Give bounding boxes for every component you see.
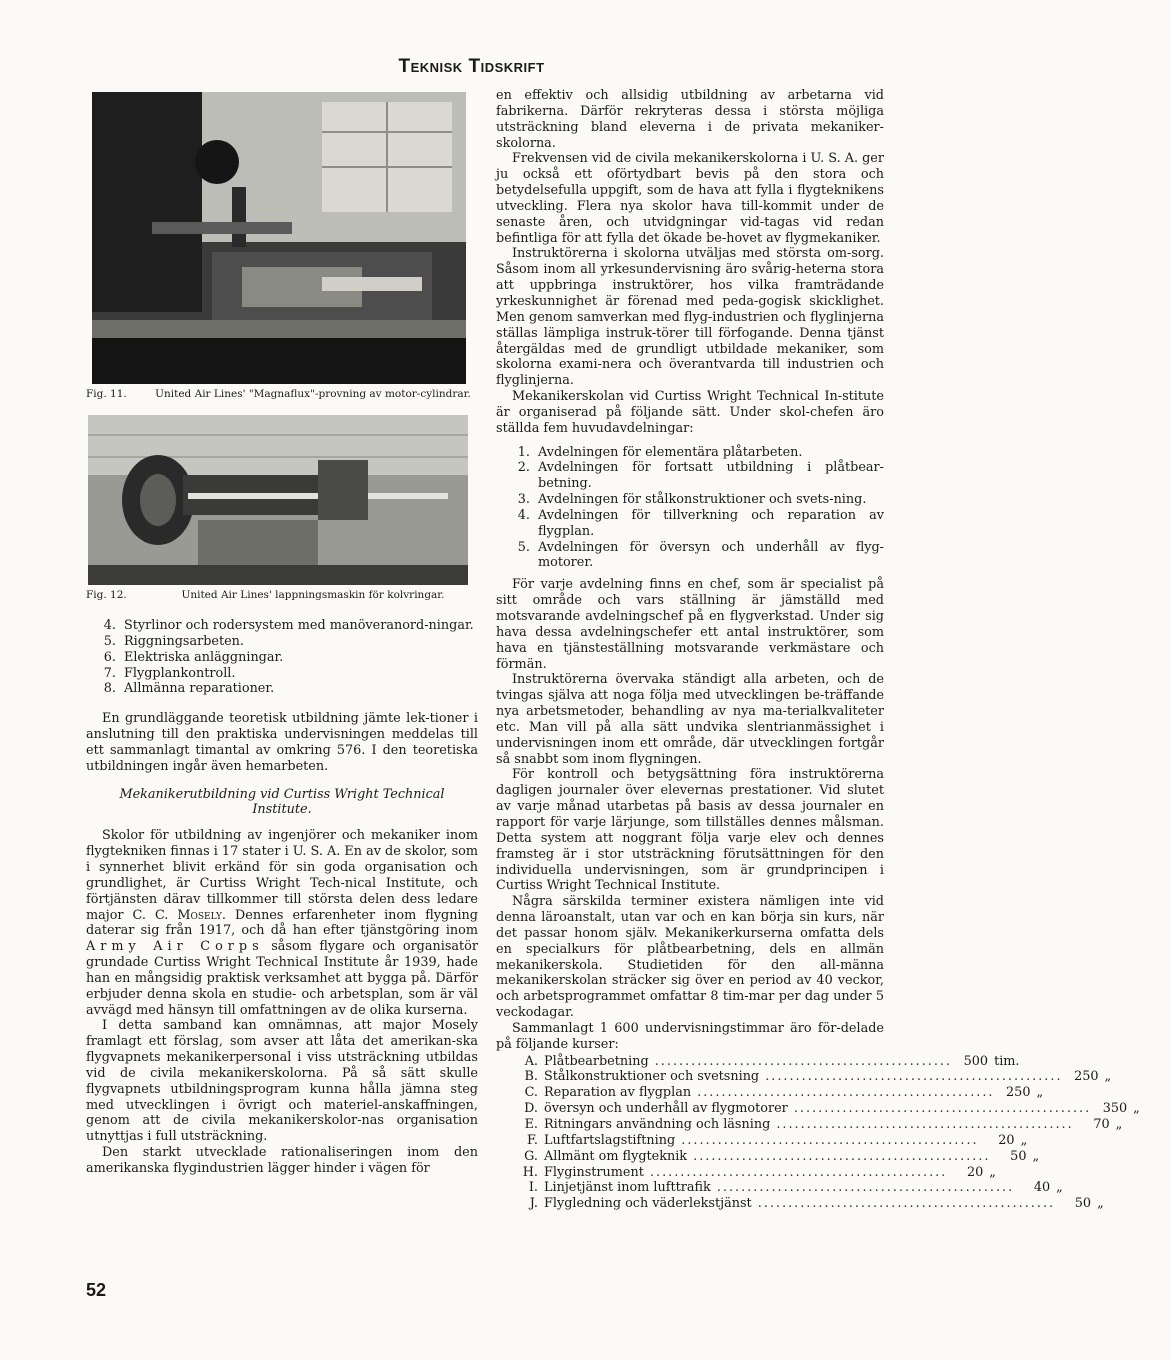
list-text: Styrlinor och rodersystem med manöveranord-ningar. — [124, 618, 474, 633]
left-column — [86, 92, 478, 1177]
figure-11-text: United Air Lines' "Magnaflux"-provning av motor-cylindrar. — [155, 388, 471, 400]
section-subheading: Mekanikerutbildning vid Curtiss Wright Technical Institute. — [119, 786, 445, 818]
army-air-corps: Army Air Corps — [86, 939, 264, 955]
table-row: C. Reparation av flygplan ................................................. 250 „ — [496, 1085, 884, 1101]
list-number: 8. — [103, 681, 116, 697]
course-unit: „ — [1056, 1180, 1063, 1196]
course-hours-table — [496, 1053, 1140, 1212]
course-hours: 50 — [1010, 1148, 1027, 1164]
list-item — [86, 650, 478, 666]
course-hours: 70 — [1093, 1117, 1110, 1132]
course-name: Allmänt om flygteknik — [544, 1148, 688, 1164]
page-number: 52 — [86, 1280, 107, 1300]
left-paragraph-3: I detta samband kan omnämnas, att major Mosely framlagt ett förslag, som avser att låta det amerikan-ska flygvapnets mekanikerpersonal i viss utsträckning utbildas vid de civila mekanikerskolorna. På så sätt skulle flygvapnets utbildningsprogram kunna hålla jämna steg med utvecklingen i övrigt och materiel-anskaffningen, genom att de civila mekanikerskolor-nas organisation utnyttjas i full utsträckning. — [86, 1018, 478, 1145]
left-paragraph-2 — [86, 828, 478, 1018]
course-letter: F. — [527, 1132, 538, 1148]
list-item — [86, 618, 478, 634]
course-unit: „ — [1097, 1196, 1104, 1212]
course-unit: „ — [1032, 1148, 1040, 1164]
course-hours: 20 — [998, 1132, 1015, 1148]
course-unit: „ — [1133, 1101, 1140, 1117]
course-letter: I. — [528, 1180, 538, 1196]
course-hours: 250 — [1006, 1085, 1031, 1101]
table-row: J. Flygledning och väderlekstjänst ................................................. 50 „ — [496, 1196, 884, 1212]
left-paragraph-2-part-c: såsom flygare och organisatör grundade Curtiss Wright Technical Institute år 1939, hade han en mångsidig praktisk verksamhet att bygga på. Därför erbjuder denna skola en studie- och arbetsplan, som är väl avvägd med hänsyn till omfattningen av de olika kurserna. — [86, 939, 478, 1018]
right-column — [496, 88, 1140, 1212]
list-number: 5. — [103, 633, 116, 649]
table-row: G. Allmänt om flygteknik ................................................. 50 „ — [496, 1149, 884, 1165]
figure-12-label: Fig. 12. — [86, 589, 127, 601]
course-unit: „ — [1036, 1085, 1044, 1101]
table-row: E. Ritningars användning och läsning ................................................. 70 „ — [496, 1117, 884, 1133]
course-unit: tim. — [994, 1053, 1020, 1069]
course-name: Stålkonstruktioner och svetsning — [544, 1069, 760, 1085]
course-unit: „ — [1020, 1132, 1028, 1148]
course-name: Plåtbearbetning — [544, 1053, 649, 1069]
right-paragraph-1: en effektiv och allsidig utbildning av arbetarna vid fabrikerna. Därför rekryteras dessa i största möjliga utsträckning bland eleverna i de privata mekaniker-skolorna. — [496, 88, 884, 151]
figure-11-caption — [86, 388, 478, 401]
running-head: Teknisk Tidskrift — [398, 56, 545, 77]
course-name: översyn och underhåll av flygmotorer — [544, 1101, 788, 1117]
course-name: Linjetjänst inom lufttrafik — [544, 1180, 711, 1196]
list-item — [496, 492, 884, 508]
list-text: Avdelningen för elementära plåtarbeten. — [538, 444, 803, 460]
right-numbered-list — [496, 445, 884, 572]
list-number: 5. — [517, 539, 530, 555]
list-item — [86, 681, 478, 697]
list-text: Avdelningen för tillverkning och reparation av flygplan. — [538, 507, 884, 539]
course-name: Luftfartslagstiftning — [544, 1132, 676, 1148]
course-name: Ritningars användning och läsning — [544, 1117, 771, 1132]
list-text: Avdelningen för fortsatt utbildning i plåtbear-betning. — [538, 460, 884, 492]
right-paragraph-3: Instruktörerna i skolorna utväljas med största om-sorg. Såsom inom all yrkesundervisning äro svårig-heterna stora att uppbringa instruktörer, hos vilka framträdande yrkeskunnighet är förenad med peda-gogisk skicklighet. Men genom samverkan med flyg-industrien och flyglinjerna ställas lämpliga instruk-törer till förfogande. Denna tjänst återgäldas med de grundligt utbildade mekaniker, som skolorna exami-nera och överantvarda till industrien och flyglinjerna. — [496, 246, 884, 389]
course-hours: 20 — [966, 1164, 984, 1180]
left-numbered-list — [86, 618, 478, 697]
list-number: 7. — [103, 665, 116, 681]
left-paragraph-1: En grundläggande teoretisk utbildning jämte lek-tioner i anslutning till den praktiska undervisningen meddelas till ett sammanlagt timantal av omkring 576. I den teoretiska utbildningen ingår även hemarbeten. — [86, 711, 478, 774]
course-name: Flyginstrument — [544, 1164, 644, 1180]
course-letter: A. — [524, 1053, 538, 1069]
right-paragraph-8: Några särskilda terminer existera nämligen inte vid denna läroanstalt, utan var och en kan börja sin kurs, när det passar honom själv. Mekanikerkurserna omfatta dels en specialkurs för plåtbearbetning, dels en allmän mekanikerskola. Studietiden för den all-männa mekanikerskolan sträcker sig över en period av 40 veckor, och arbetsprogrammet omfattar 8 tim-mar per dag under 5 veckodagar. — [496, 894, 884, 1021]
list-item — [496, 445, 884, 461]
right-paragraph-7: För kontroll och betygsättning föra instruktörerna dagligen journaler över elevernas prestationer. Vid slutet av varje månad utarbetas på basis av dessa journaler en rapport för varje lärjunge, som tillställes dennes målsman. Detta system att noggrant följa varje elev och dennes framsteg är i stor utsträckning förutsättningen för den individuella undervisningen, som är grundprincipen i Curtiss Wright Technical Institute. — [496, 767, 884, 894]
list-number: 6. — [103, 649, 116, 665]
table-row: B. Stålkonstruktioner och svetsning ................................................. 250 „ — [496, 1069, 884, 1085]
course-unit: „ — [1115, 1117, 1123, 1132]
list-item — [496, 460, 884, 492]
table-row: I. Linjetjänst inom lufttrafik ................................................. 40 „ — [496, 1180, 884, 1196]
course-hours: 250 — [1074, 1069, 1099, 1085]
list-number: 4. — [517, 507, 530, 523]
right-paragraph-5: För varje avdelning finns en chef, som är specialist på sitt område och vars ställning är jämställd med motsvarande avdelningschef på en flygverkstad. Under sig hava dessa avdelningschefer ett antal instruktörer, som hava en tjänsteställning motsvarande verkmästare och förmän. — [496, 577, 884, 672]
magnaflux-photo — [92, 92, 466, 384]
table-row: H. Flyginstrument ................................................. 20 „ — [496, 1165, 884, 1181]
list-text: Riggningsarbeten. — [124, 633, 244, 649]
list-text: Allmänna reparationer. — [124, 681, 275, 697]
lapping-machine-photo — [88, 415, 468, 585]
list-number: 3. — [517, 492, 530, 508]
course-letter: G. — [524, 1148, 538, 1164]
course-hours: 500 — [963, 1053, 989, 1069]
list-item — [86, 666, 478, 682]
table-row: D. översyn och underhåll av flygmotorer ................................................. 350 „ — [496, 1101, 884, 1117]
course-hours: 40 — [1033, 1180, 1051, 1196]
course-letter: D. — [524, 1101, 538, 1117]
left-paragraph-2-part-b: . Dennes erfarenheter inom flygning daterar sig från 1917, och då han efter tjänstgöring inom — [86, 907, 478, 939]
right-paragraph-4: Mekanikerskolan vid Curtiss Wright Technical In-stitute är organiserad på följande sätt. Under skol-chefen äro ställda fem huvudavdelningar: — [496, 389, 884, 436]
list-number: 1. — [517, 444, 530, 460]
list-text: Elektriska anläggningar. — [124, 649, 284, 665]
figure-12-text: United Air Lines' lappningsmaskin för kolvringar. — [181, 589, 445, 601]
course-hours: 50 — [1074, 1196, 1092, 1212]
right-paragraph-6: Instruktörerna övervaka ständigt alla arbeten, och de tvingas själva att noga följa med utvecklingen be-träffande nya arbetsmetoder, behandling av nya ma-terialkvaliteter etc. Man vill på alla sätt undvika slentrianmässighet i undervisningen inom ett område, där utvecklingen fortgår så snabbt som inom flygningen. — [496, 672, 884, 767]
figure-12 — [86, 415, 478, 602]
left-paragraph-2-part-a: Skolor för utbildning av ingenjörer och mekaniker inom flygtekniken finnas i 17 stater i U. S. A. En av de skolor, som i synnerhet blivit erkänd för sin goda organisation och grundlighet, är Curtiss Wright Tech-nical Institute, och förtjänsten därav tillkommer till största delen dess ledare major C. C. — [86, 828, 478, 923]
course-hours: 350 — [1102, 1101, 1128, 1117]
course-letter: C. — [524, 1085, 538, 1101]
list-item — [86, 634, 478, 650]
figure-12-caption — [86, 589, 478, 602]
lapping-machine-illustration — [88, 415, 468, 585]
course-letter: H. — [522, 1164, 538, 1180]
person-name-mosely: Mosely — [177, 907, 222, 923]
list-number: 2. — [517, 460, 530, 476]
course-unit: „ — [1104, 1069, 1112, 1085]
course-unit: „ — [989, 1164, 996, 1180]
list-text: Avdelningen för stålkonstruktioner och svets-ning. — [538, 492, 867, 508]
course-letter: J. — [529, 1196, 538, 1212]
course-name: Flygledning och väderlekstjänst — [544, 1196, 752, 1212]
magnaflux-illustration — [92, 92, 466, 384]
table-row: A. Plåtbearbetning ................................................. 500 tim. — [496, 1054, 884, 1070]
list-number: 4. — [103, 618, 116, 633]
figure-11-label: Fig. 11. — [86, 388, 127, 400]
list-item — [496, 540, 884, 572]
course-letter: B. — [524, 1069, 538, 1085]
left-paragraph-4: Den starkt utvecklade rationaliseringen inom den amerikanska flygindustrien lägger hinder i vägen för — [86, 1145, 478, 1176]
figure-11 — [86, 92, 478, 401]
course-name: Reparation av flygplan — [544, 1085, 692, 1101]
list-text: Avdelningen för översyn och underhåll av flyg-motorer. — [538, 539, 884, 571]
table-row: F. Luftfartslagstiftning ................................................. 20 „ — [496, 1133, 884, 1149]
list-text: Flygplankontroll. — [124, 665, 236, 681]
list-item — [496, 508, 884, 540]
right-paragraph-9: Sammanlagt 1 600 undervisningstimmar äro för-delade på följande kurser: — [496, 1020, 884, 1052]
course-letter: E. — [524, 1117, 538, 1132]
right-paragraph-2: Frekvensen vid de civila mekanikerskolorna i U. S. A. ger ju också ett oförtydbart bevis på den stora och betydelsefulla uppgift, som de hava att fylla i flygteknikens utveckling. Flera nya skolor hava till-kommit under de senaste åren, och utvidgningar vid-tagas vid redan befintliga för att fylla det ökade be-hovet av flygmekaniker. — [496, 151, 884, 246]
